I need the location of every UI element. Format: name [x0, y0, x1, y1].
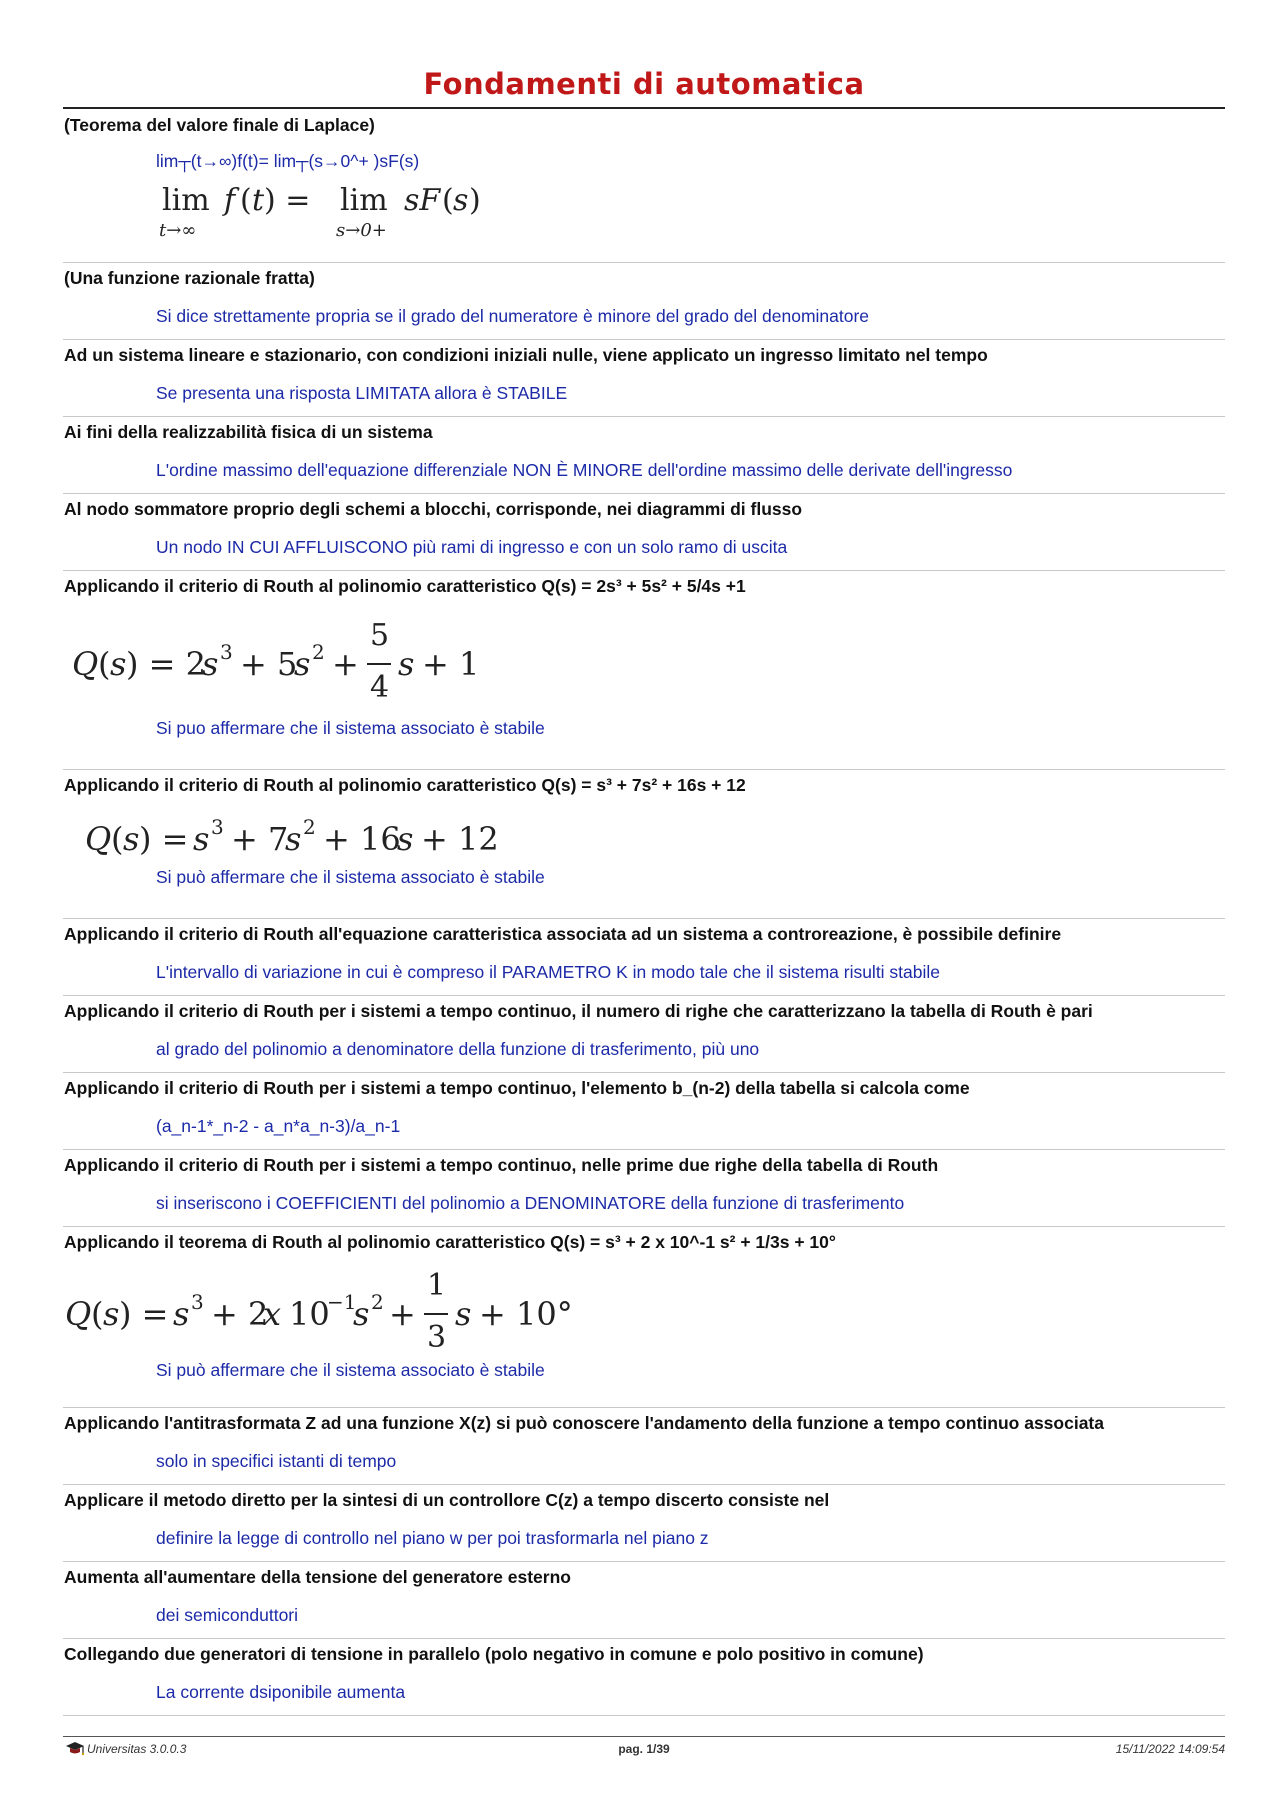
question-text: Applicando l'antitrasformata Z ad una funzione X(z) si può conoscere l'andamento della funzione a tempo continuo associata — [64, 1413, 1104, 1433]
svg-text:s: s — [398, 645, 415, 683]
answer-text: La corrente dsiponibile aumenta — [156, 1682, 406, 1702]
svg-text:+ 12: + 12 — [421, 820, 499, 858]
list-item — [63, 1485, 1225, 1562]
formula-sub-t: t→∞ — [159, 220, 197, 241]
svg-text:x: x — [263, 1295, 282, 1333]
list-item — [63, 1073, 1225, 1150]
print-timestamp: 15/11/2022 14:09:54 — [1115, 1742, 1225, 1756]
svg-text:3: 3 — [211, 815, 224, 839]
footer-divider — [63, 1736, 1225, 1737]
list-item — [63, 1562, 1225, 1639]
svg-text:(: ( — [91, 1295, 104, 1333]
question-text: Applicando il criterio di Routh al polinomio caratteristico Q(s) = s³ + 7s² + 16s + 12 — [64, 775, 746, 795]
answer-text: L'ordine massimo dell'equazione differenziale NON È MINORE dell'ordine massimo delle derivate dell'ingresso — [156, 460, 1013, 480]
question-text: (Teorema del valore finale di Laplace) — [64, 115, 375, 135]
svg-text:s: s — [193, 820, 210, 858]
question-text: Collegando due generatori di tensione in parallelo (polo negativo in comune e polo positivo in comune) — [64, 1644, 924, 1664]
answer-text: (a_n-1*_n-2 - a_n*a_n-3)/a_n-1 — [156, 1116, 401, 1136]
svg-text:2: 2 — [312, 640, 325, 664]
question-text: Applicando il criterio di Routh per i sistemi a tempo continuo, l'elemento b_(n-2) della tabella si calcola come — [64, 1078, 970, 1098]
list-item — [63, 1408, 1225, 1485]
list-item — [63, 996, 1225, 1073]
answer-text: lim┬(t→∞)⁡f(t)= lim┬(s→0^+ )sF(s) — [156, 151, 420, 171]
svg-text:3: 3 — [220, 640, 233, 664]
question-text: (Una funzione razionale fratta) — [64, 268, 315, 288]
svg-text:) =: ) = — [139, 820, 189, 858]
answer-text: definire la legge di controllo nel piano w per poi trasformarla nel piano z — [156, 1528, 709, 1548]
svg-text:−1: −1 — [327, 1290, 357, 1314]
svg-text:Q: Q — [65, 1295, 92, 1333]
question-text: Applicando il criterio di Routh per i sistemi a tempo continuo, il numero di righe che caratterizzano la tabella di Routh è pari — [64, 1001, 1093, 1021]
software-version: Universitas 3.0.0.3 — [87, 1742, 187, 1756]
list-item — [63, 263, 1225, 340]
page-title: Fondamenti di automatica — [423, 67, 865, 101]
svg-text:s: s — [294, 645, 311, 683]
list-item — [63, 340, 1225, 417]
svg-text:+ 7: + 7 — [231, 820, 289, 858]
answer-text: L'intervallo di variazione in cui è compreso il PARAMETRO K in modo tale che il sistema risulti stabile — [156, 962, 941, 982]
svg-text:s: s — [110, 645, 127, 683]
svg-text:(: ( — [442, 183, 454, 218]
answer-text: si inseriscono i COEFFICIENTI del polinomio a DENOMINATORE della funzione di trasferimento — [156, 1193, 905, 1213]
svg-text:4: 4 — [370, 670, 390, 705]
svg-text:t: t — [252, 183, 265, 218]
answer-text: Se presenta una risposta LIMITATA allora è STABILE — [156, 383, 568, 403]
list-item — [63, 494, 1225, 571]
answer-text: solo in specifici istanti di tempo — [156, 1451, 397, 1471]
question-list — [63, 110, 1225, 1716]
list-item — [63, 1639, 1225, 1716]
svg-text:3: 3 — [191, 1290, 204, 1314]
answer-text: dei semiconduttori — [156, 1605, 299, 1625]
question-text: Ad un sistema lineare e stazionario, con condizioni iniziali nulle, viene applicato un ingresso limitato nel tempo — [64, 345, 988, 365]
svg-text:s: s — [173, 1295, 190, 1333]
title-divider — [63, 107, 1225, 109]
svg-text:) =: ) = — [119, 1295, 169, 1333]
answer-text: Si dice strettamente propria se il grado del numeratore è minore del grado del denominatore — [156, 306, 870, 326]
svg-text:+ 16: + 16 — [323, 820, 401, 858]
question-text: Applicando il criterio di Routh per i sistemi a tempo continuo, nelle prime due righe della tabella di Routh — [64, 1155, 939, 1175]
svg-text:s: s — [353, 1295, 370, 1333]
svg-text:+ 5: + 5 — [240, 645, 298, 683]
svg-text:(: ( — [111, 820, 124, 858]
laplace-final-value-formula — [156, 176, 576, 246]
question-text: Aumenta all'aumentare della tensione del generatore esterno — [64, 1567, 571, 1587]
characteristic-polynomial-formula — [63, 1261, 623, 1361]
list-item — [63, 110, 1225, 263]
page-footer — [63, 1742, 1225, 1760]
svg-text:s: s — [103, 1295, 120, 1333]
svg-text:Q: Q — [72, 645, 99, 683]
svg-text:+ 2: + 2 — [211, 1295, 269, 1333]
svg-text:2: 2 — [303, 815, 316, 839]
svg-text:3: 3 — [427, 1320, 447, 1355]
answer-text: al grado del polinomio a denominatore della funzione di trasferimento, più uno — [156, 1039, 760, 1059]
svg-text:(: ( — [240, 183, 252, 218]
svg-text:Q: Q — [85, 820, 112, 858]
formula-image — [63, 172, 1225, 242]
svg-text:) = 2: ) = 2 — [126, 645, 206, 683]
list-item — [63, 571, 1225, 770]
page-number: pag. 1/39 — [618, 1742, 670, 1756]
svg-text:+ 1: + 1 — [422, 645, 480, 683]
question-text: Ai fini della realizzabilità fisica di un sistema — [64, 422, 433, 442]
svg-text:1: 1 — [427, 1268, 447, 1303]
answer-text: Un nodo IN CUI AFFLUISCONO più rami di ingresso e con un solo ramo di uscita — [156, 537, 788, 557]
svg-text:s: s — [123, 820, 140, 858]
list-item — [63, 417, 1225, 494]
answer-text: Si può affermare che il sistema associato è stabile — [156, 1360, 545, 1380]
characteristic-polynomial-formula — [70, 611, 570, 715]
svg-text:lim: lim — [162, 183, 210, 218]
question-text: Applicare il metodo diretto per la sintesi di un controllore C(z) a tempo discerto consiste nel — [64, 1490, 830, 1510]
answer-text: Si può affermare che il sistema associato è stabile — [156, 867, 545, 887]
list-item — [63, 770, 1225, 919]
svg-text:+: + — [389, 1295, 416, 1333]
svg-text:lim: lim — [340, 183, 388, 218]
list-item — [63, 919, 1225, 996]
svg-text:) =: ) = — [264, 183, 311, 218]
svg-text:sF: sF — [404, 183, 441, 218]
svg-text:s: s — [397, 820, 414, 858]
svg-text:s: s — [453, 183, 469, 218]
question-text: Applicando il criterio di Routh all'equazione caratteristica associata ad un sistema a controreazione, è possibile definire — [64, 924, 1062, 944]
question-text: Applicando il criterio di Routh al polinomio caratteristico Q(s) = 2s³ + 5s² + 5/4s +1 — [64, 576, 746, 596]
svg-text:f: f — [224, 183, 236, 218]
formula-sub-s: s→0+ — [336, 220, 387, 241]
svg-text:+: + — [332, 645, 359, 683]
svg-text:+ 10°: + 10° — [479, 1295, 573, 1333]
list-item — [63, 1227, 1225, 1408]
answer-text: Si puo affermare che il sistema associato è stabile — [156, 718, 545, 738]
svg-text:2: 2 — [371, 1290, 384, 1314]
svg-text:(: ( — [98, 645, 111, 683]
svg-text:s: s — [455, 1295, 472, 1333]
svg-text:s: s — [202, 645, 219, 683]
question-text: Applicando il teorema di Routh al polinomio caratteristico Q(s) = s³ + 2 x 10^-1 s² + 1/3s + 10° — [64, 1232, 836, 1252]
question-text: Al nodo sommatore proprio degli schemi a blocchi, corrisponde, nei diagrammi di flusso — [64, 499, 803, 519]
svg-text:5: 5 — [370, 618, 390, 653]
svg-text:10: 10 — [289, 1295, 330, 1333]
list-item — [63, 1150, 1225, 1227]
characteristic-polynomial-formula — [83, 806, 583, 870]
svg-text:s: s — [285, 820, 302, 858]
svg-text:): ) — [469, 183, 481, 218]
